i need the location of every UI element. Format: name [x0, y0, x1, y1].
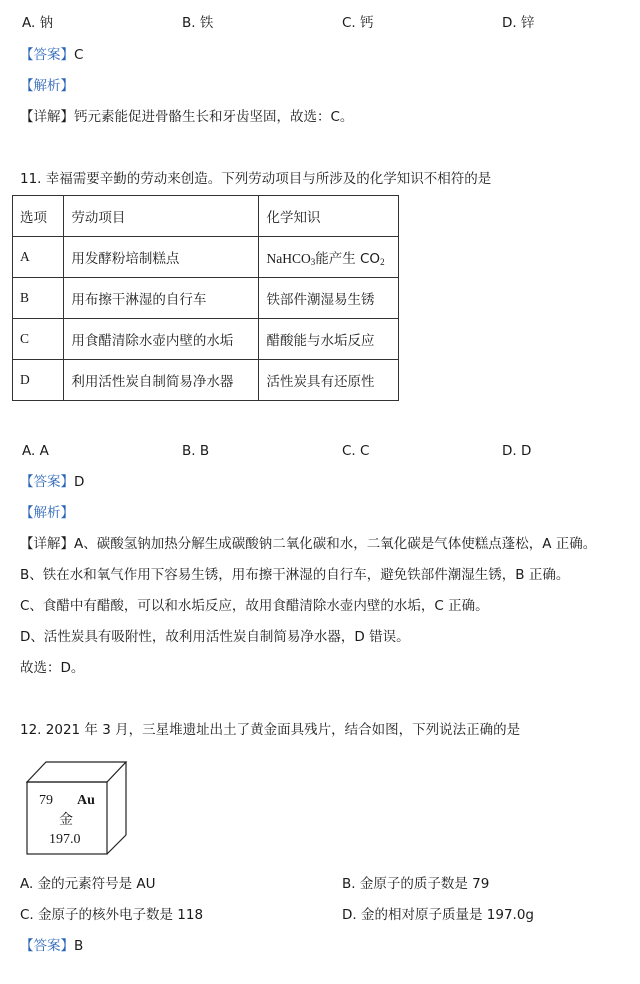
q10-option-b: B. 铁 — [182, 15, 214, 31]
q10-detail-line — [20, 108, 353, 126]
table-header-row — [13, 196, 399, 237]
table-cell-knowledge: 铁部件潮湿易生锈 — [259, 278, 399, 319]
atomic-mass: 197.0 — [49, 832, 81, 847]
element-cube-figure — [24, 760, 130, 856]
q10-option-c: C. 钙 — [342, 15, 374, 31]
q12-answer-line — [20, 937, 83, 955]
table-cell-option: B — [13, 278, 64, 319]
q12-option-d: D. 金的相对原子质量是 197.0g — [342, 907, 534, 923]
q10-detail: 钙元素能促进骨骼生长和牙齿坚固，故选：C。 — [74, 109, 354, 125]
table-cell-option: D — [13, 360, 64, 401]
table-row — [13, 278, 399, 319]
q10-answer-line — [20, 46, 83, 64]
atomic-number: 79 — [39, 793, 53, 808]
q11-detail-line-2: C、食醋中有醋酸，可以和水垢反应，故用食醋清除水壶内壁的水垢，C 正确。 — [20, 598, 489, 614]
q11-answer-line — [20, 473, 84, 491]
q11-option-c: C. C — [342, 443, 370, 459]
formula-nahco: NaHCO — [266, 251, 311, 266]
table-cell-option: C — [13, 319, 64, 360]
q11-detail-text: A、碳酸氢钠加热分解生成碳酸钠二氧化碳和水，二氧化碳是气体使糕点蓬松，A 正确。 — [74, 536, 597, 552]
table-row — [13, 237, 399, 278]
q11-detail-tag: 【详解】 — [20, 536, 74, 552]
q12-option-a: A. 金的元素符号是 AU — [20, 876, 156, 892]
knowledge-text: 能产生 CO — [315, 251, 381, 267]
formula-sub-3: 3 — [310, 257, 316, 267]
q11-answer-tag: 【答案】 — [20, 474, 74, 490]
q12-stem: 12. 2021 年 3 月，三星堆遗址出土了黄金面具残片，结合如图，下列说法正确的是 — [20, 722, 521, 738]
q11-option-a: A. A — [22, 443, 49, 459]
table-cell-project: 利用活性炭自制简易净水器 — [64, 360, 259, 401]
q10-detail-tag: 【详解】 — [20, 109, 74, 125]
q12-option-b: B. 金原子的质子数是 79 — [342, 876, 490, 892]
q11-detail-line-4: 故选：D。 — [20, 660, 85, 676]
table-header-project: 劳动项目 — [64, 196, 259, 237]
q10-option-a: A. 钠 — [22, 15, 54, 31]
element-name: 金 — [59, 812, 73, 828]
table-row — [13, 360, 399, 401]
q11-detail-line-0 — [20, 535, 596, 553]
q12-answer: B — [74, 938, 84, 954]
table-cell-project: 用布擦干淋湿的自行车 — [64, 278, 259, 319]
q11-option-b: B. B — [182, 443, 210, 459]
q11-stem: 11. 幸福需要辛勤的劳动来创造。下列劳动项目与所涉及的化学知识不相符的是 — [20, 171, 492, 187]
table-cell-knowledge: 活性炭具有还原性 — [259, 360, 399, 401]
table-header-knowledge: 化学知识 — [259, 196, 399, 237]
q11-answer: D — [74, 474, 85, 490]
table-cell-knowledge: 醋酸能与水垢反应 — [259, 319, 399, 360]
table-cell-option: A — [13, 237, 64, 278]
table-row — [13, 319, 399, 360]
formula-sub-2: 2 — [380, 257, 385, 267]
q12-answer-tag: 【答案】 — [20, 938, 74, 954]
q11-analysis-tag: 【解析】 — [20, 505, 74, 521]
q12-option-c: C. 金原子的核外电子数是 118 — [20, 907, 204, 923]
table-cell-project: 用发酵粉培制糕点 — [64, 237, 259, 278]
q10-analysis-tag: 【解析】 — [20, 78, 74, 94]
q11-option-d: D. D — [502, 443, 532, 459]
q11-detail-line-1: B、铁在水和氧气作用下容易生锈，用布擦干淋湿的自行车，避免铁部件潮湿生锈，B 正确。 — [20, 567, 570, 583]
table-cell-project: 用食醋清除水壶内壁的水垢 — [64, 319, 259, 360]
table-cell-knowledge — [259, 237, 399, 278]
q10-answer-tag: 【答案】 — [20, 47, 74, 63]
q10-option-d: D. 锌 — [502, 15, 535, 31]
element-symbol: Au — [77, 793, 95, 808]
q10-answer: C — [74, 47, 84, 63]
q11-detail-line-3: D、活性炭具有吸附性，故利用活性炭自制简易净水器，D 错误。 — [20, 629, 410, 645]
table-header-option: 选项 — [13, 196, 64, 237]
q11-table — [12, 195, 399, 401]
